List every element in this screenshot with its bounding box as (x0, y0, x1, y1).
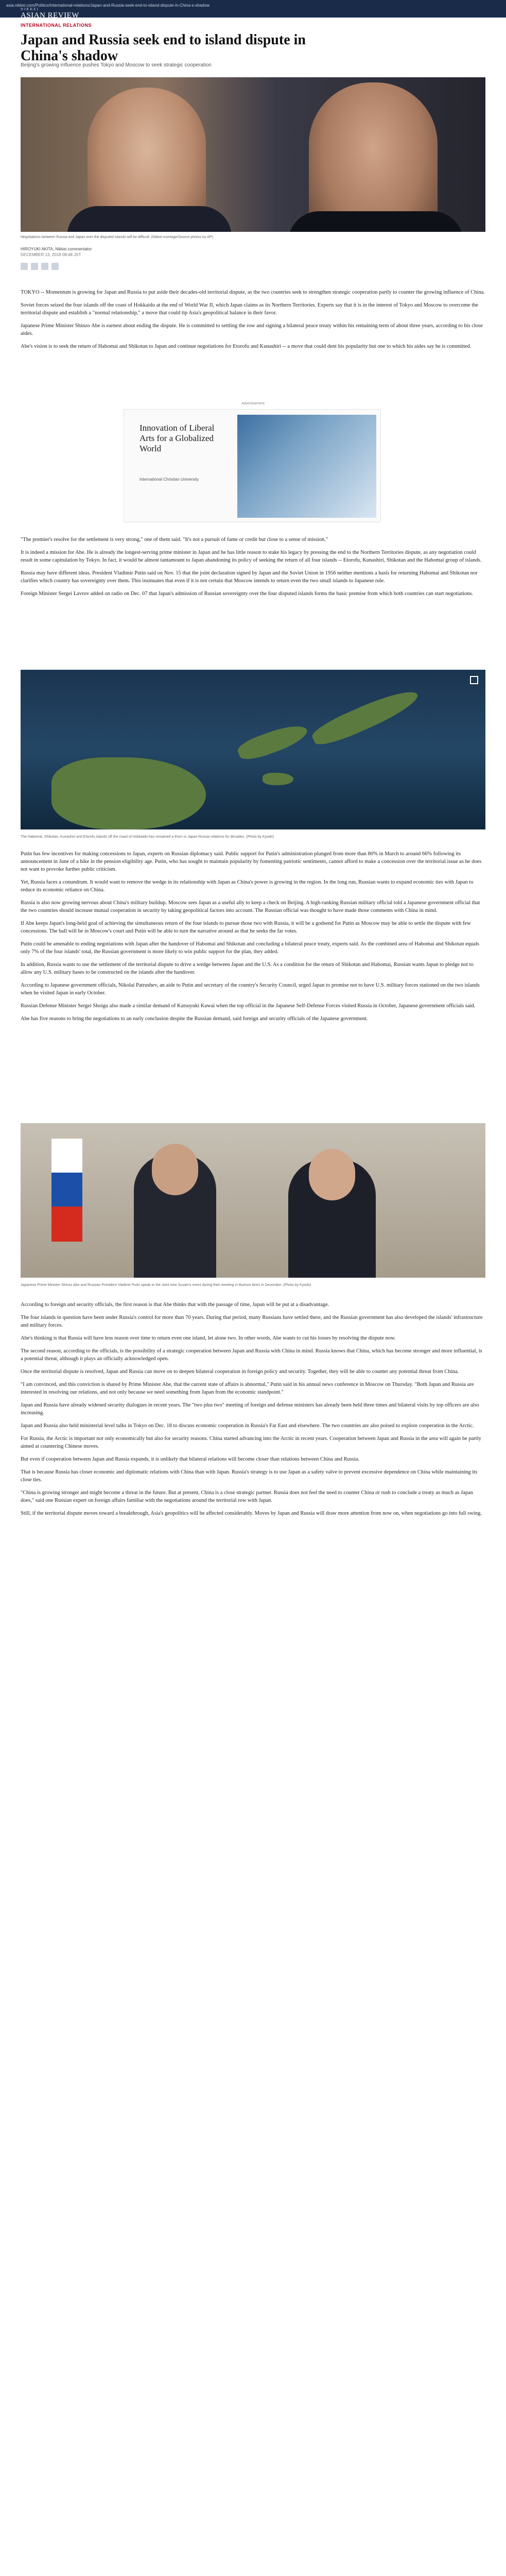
article-body-3 (21, 850, 485, 1028)
paragraph: Still, if the territorial dispute moves toward a breakthrough, Asia's geopolitics will be affected considerably. Moves by Japan and Russia will draw more attention from now on, when negotiations go into full swing. (21, 1511, 482, 1516)
paragraph: Russia is also now growing nervous about China's military buildup. Moscow sees Japan as a useful ally to keep a check on Beijing. A high-ranking Russian military official told a Japanese government official that the two countries should increase mutual cooperation in security by taking geopolitical factors into account. The Russian official was thought to have made those comments with China in mind. (21, 900, 480, 913)
share-buttons (21, 263, 485, 270)
paragraph: Japan and Russia have already widened security dialogues in recent years. The "two plus two" meeting of foreign and defense ministers has already been held three times and bilateral visits by top officers are also increasing. (21, 1402, 479, 1416)
paragraph: "China is growing stronger and might become a threat in the future. But at present, China is a close strategic partner. Russia does not feel the need to counter China or rush to conclude a treaty as much as Japan does," said one Russian expert on foreign affairs familiar with the negotiations around the territorial row with Japan. (21, 1490, 474, 1503)
paragraph: Foreign Minister Sergei Lavrov added on radio on Dec. 07 that Japan's admission of Russian sovereignty over the four disputed islands forms the basic premise from which both countries can start negotiations. (21, 591, 474, 597)
article-header (21, 23, 485, 64)
paragraph: According to Japanese government officials, Nikolai Patrushev, an aide to Putin and secretary of the country's Security Council, urged Japan to promise not to have U.S. military forces stationed on the two islands when he visited Japan in early October. (21, 982, 480, 996)
land-kunashiri (235, 720, 310, 764)
byline (21, 246, 485, 258)
paragraph: The four islands in question have been under Russia's control for more than 70 years. During that period, many Russians have settled there, and the Russian government has also developed the islands' infrastructure and military forces. (21, 1315, 483, 1328)
hero-suit-left (67, 206, 232, 232)
land-hokkaido (51, 757, 206, 829)
logo-nikkei: NIKKEI (21, 7, 40, 11)
meeting-photo (21, 1123, 485, 1278)
paragraph: Abe's thinking is that Russia will have less reason over time to return even one island, let alone two. In other words, Abe wants to cut his losses by resolving the dispute now. (21, 1335, 396, 1341)
hero-suit-right (288, 211, 463, 232)
section-tag[interactable]: INTERNATIONAL RELATIONS (21, 23, 92, 28)
facebook-icon[interactable] (21, 263, 28, 270)
paragraph: Russia may have different ideas. President Vladimir Putin said on Nov. 15 that the joint declaration signed by Japan and the Soviet Union in 1956 neither mentions a basis for returning Habomai and Shikotan nor clarifies which country has sovereignty over them. This insinuates that even if it is not certain that Moscow intends to return even the two small islands to Japanese rule. (21, 570, 478, 584)
paragraph: According to foreign and security officials, the first reason is that Abe thinks that with the passage of time, Japan will be put at a disadvantage. (21, 1302, 329, 1308)
paragraph: In addition, Russia wants to use the settlement of the territorial dispute to drive a wedge between Japan and the U.S. As a condition for the return of Shikotan and Habomai, Russian wants Japan to pledge not to allow any U.S. military bases to be constructed on the islands after the handover. (21, 962, 474, 975)
person-right-head (309, 1149, 355, 1200)
paragraph: For Russia, the Arctic is important not only economically but also for security reasons. China started advancing into the Arctic in recent years. Cooperation between Japan and Russia in the area will again be partly aimed at countering Chinese moves. (21, 1436, 481, 1449)
paragraph: Japan and Russia also held ministerial level talks in Tokyo on Dec. 18 to discuss economic cooperation in Russia's Far East and elsewhere. The two countries are also poised to explore cooperation in the Arctic. (21, 1423, 474, 1429)
publish-date: DECEMBER 13, 2018 08:48 JST (21, 252, 81, 257)
expand-icon[interactable] (470, 676, 478, 684)
hero-image (21, 77, 485, 232)
linkedin-icon[interactable] (41, 263, 48, 270)
ad-label: Advertisement (241, 402, 265, 405)
map-caption: The Habomai, Shikotan, Kunashiri and Etorofu islands off the coast of Hokkaido has remained a thorn in Japan-Russia relations for decades. (Photo by Kyodo) (21, 835, 274, 839)
hero-caption: Negotiations between Russia and Japan over the disputed islands will be difficult. (Nikkei montage/Source photos by AP) (21, 235, 213, 239)
site-header (0, 0, 506, 18)
author[interactable]: HIROYUKI AKITA, Nikkei commentator (21, 247, 92, 251)
url-text: asia.nikkei.com/Politics/International-relations/Japan-and-Russia-seek-end-to-island-dispute-in-China-s-shadow (6, 3, 210, 8)
paragraph: Putin has few incentives for making concessions to Japan, experts on Russian diplomacy said. Public support for Putin's administration plunged from more than 80% in March to around 66% following its announcement in June of a hike in the pension eligibility age. Putin, who has sought to maintain popularity by fomenting patriotic sentiments, cannot afford to make a concession over the territorial issue as he does not want to provoke further public criticism. (21, 851, 482, 872)
paragraph: Yet, Russia faces a conundrum. It would want to remove the wedge in its relationship with Japan as China's power is growing in the region. In the long run, Russian wants to expand economic ties with Japan to reduce its economic reliance on China. (21, 879, 474, 893)
paragraph: "I am convinced, and this conviction is shared by Prime Minister Abe, that the current state of affairs is abnormal," Putin said in his annual news conference in Moscow on Thursday. "Both Japan and Russia are interested in resolving our relations, and not only because we need something from Japan from the economic standpoint." (21, 1382, 474, 1395)
paragraph: Japanese Prime Minister Shinzo Abe is earnest about ending the dispute. He is committed to settling the row and signing a bilateral peace treaty within his remaining term of about three years, according to his close aides. (21, 323, 483, 336)
paragraph: Russian Defense Minister Sergei Shoigu also made a similar demand of Katsuyuki Kawai when the top official in the Japanese Self-Defense Forces visited Russia in October, Japanese government officials said. (21, 1003, 476, 1009)
paragraph: Putin could be amenable to ending negotiations with Japan after the handover of Habomai and Shikotan and concluding a bilateral peace treaty, experts said. As the combined area of Habomai and Shikotan equals only 7% of the four islands' total, the Russian government is more likely to win public support for the plan, they added. (21, 941, 479, 955)
article-body-2 (21, 536, 485, 603)
paragraph: "The premier's resolve for the settlement is very strong," one of them said. "It's not a pursuit of fame or credit but close to a sense of mission." (21, 537, 328, 543)
article-body-1 (21, 289, 485, 355)
paragraph: TOKYO -- Momentum is growing for Japan and Russia to put aside their decades-old territorial dispute, as the two countries seek to strengthen strategic cooperation partly to counter the growing influence of China. (21, 290, 485, 295)
paragraph: The second reason, according to the officials, is the possibility of a strategic cooperation between Japan and Russia with China in mind. Russia knows that China, which has become stronger and more influential, is a potential threat, although it plays an officially acknowledged open. (21, 1348, 482, 1362)
hero-portrait-right (309, 82, 438, 232)
meeting-caption: Japanese Prime Minister Shinzo Abe and Russian President Vladimir Putin speak to the Joint new Susain's event during their meeting in Buenos Aires in December. (Photo by Kyodo) (21, 1283, 311, 1287)
mail-icon[interactable] (51, 263, 59, 270)
logo-brand: ASIAN REVIEW (21, 11, 79, 20)
hero-caption-wrap (21, 235, 485, 270)
twitter-icon[interactable] (31, 263, 38, 270)
map-caption-wrap (21, 835, 485, 840)
ad-subtext: International Christian University (139, 477, 199, 482)
paragraph: Soviet forces seized the four islands off the coast of Hokkaido at the end of World War II, which Japan claims as its Northern Territories. Experts say that it is in the interest of Tokyo and Moscow to overcome the territorial dispute and establish a "normal relationship," a move that could tip Asia's geopolitical balance in their favor. (21, 302, 479, 316)
article-subhead: Beijing's growing influence pushes Tokyo and Moscow to seek strategic cooperation (21, 62, 212, 68)
paragraph: Once the territorial dispute is resolved, Japan and Russia can move on to deepen bilateral cooperation in foreign policy and security. Together, they will be able to counter any potential threat from China. (21, 1369, 459, 1375)
meeting-caption-wrap (21, 1283, 485, 1288)
paragraph: If Abe keeps Japan's long-held goal of achieving the simultaneous return of the four islands to pursue those two with Russia, it will be a godsend for Putin as Moscow may be able to settle the dispute with few concessions. The ball will be in Moscow's court and Putin will be able to turn the narrative around as that he seeks the far votes. (21, 921, 471, 934)
site-logo[interactable] (21, 7, 79, 20)
russian-flag (51, 1139, 82, 1242)
ad-creative[interactable] (124, 409, 381, 522)
ad-image (237, 415, 376, 518)
paragraph: It is indeed a mission for Abe. He is already the longest-serving prime minister in Japan and he has little reason to stake his legacy by pressing the end to the Northern Territories dispute, as any negotiation could result in some capitulation by Tokyo. In fact, it would be almost tantamount to Japan abandoning its policy of seeking the return of all four islands -- Etorofu, Kunashiri, Shikotan and the Habomai group of islands. (21, 550, 482, 563)
land-etorofu (309, 684, 422, 751)
paragraph: Abe has five reasons to bring the negotiations to an early conclusion despite the Russian demand, said foreign and security officials of the Japanese government. (21, 1016, 368, 1022)
ad-headline: Innovation of Liberal Arts for a Globalized World (139, 423, 215, 453)
paragraph: But even if cooperation between Japan and Russia expands, it is unlikely that bilateral relations will become closer than relations between China and Russia. (21, 1456, 360, 1462)
person-left-head (152, 1144, 198, 1195)
article-headline: Japan and Russia seek end to island dispute in China's shadow (21, 32, 306, 64)
islands-map-image (21, 670, 485, 829)
land-shikotan (263, 773, 293, 785)
advertisement-block[interactable] (21, 402, 485, 526)
article-body-4 (21, 1301, 485, 1522)
article-meta (21, 62, 485, 69)
paragraph: Abe's vision is to seek the return of Habomai and Shikotan to Japan and continue negotiations for Etorofu and Kunashiri -- a move that could dent his popularity but one to which his aides say he is committed. (21, 344, 472, 349)
paragraph: That is because Russia has closer economic and diplomatic relations with China than with Japan. Russia's strategy is to use Japan as a safety valve to prevent excessive dependence on China while maintaining its close ties. (21, 1469, 478, 1483)
